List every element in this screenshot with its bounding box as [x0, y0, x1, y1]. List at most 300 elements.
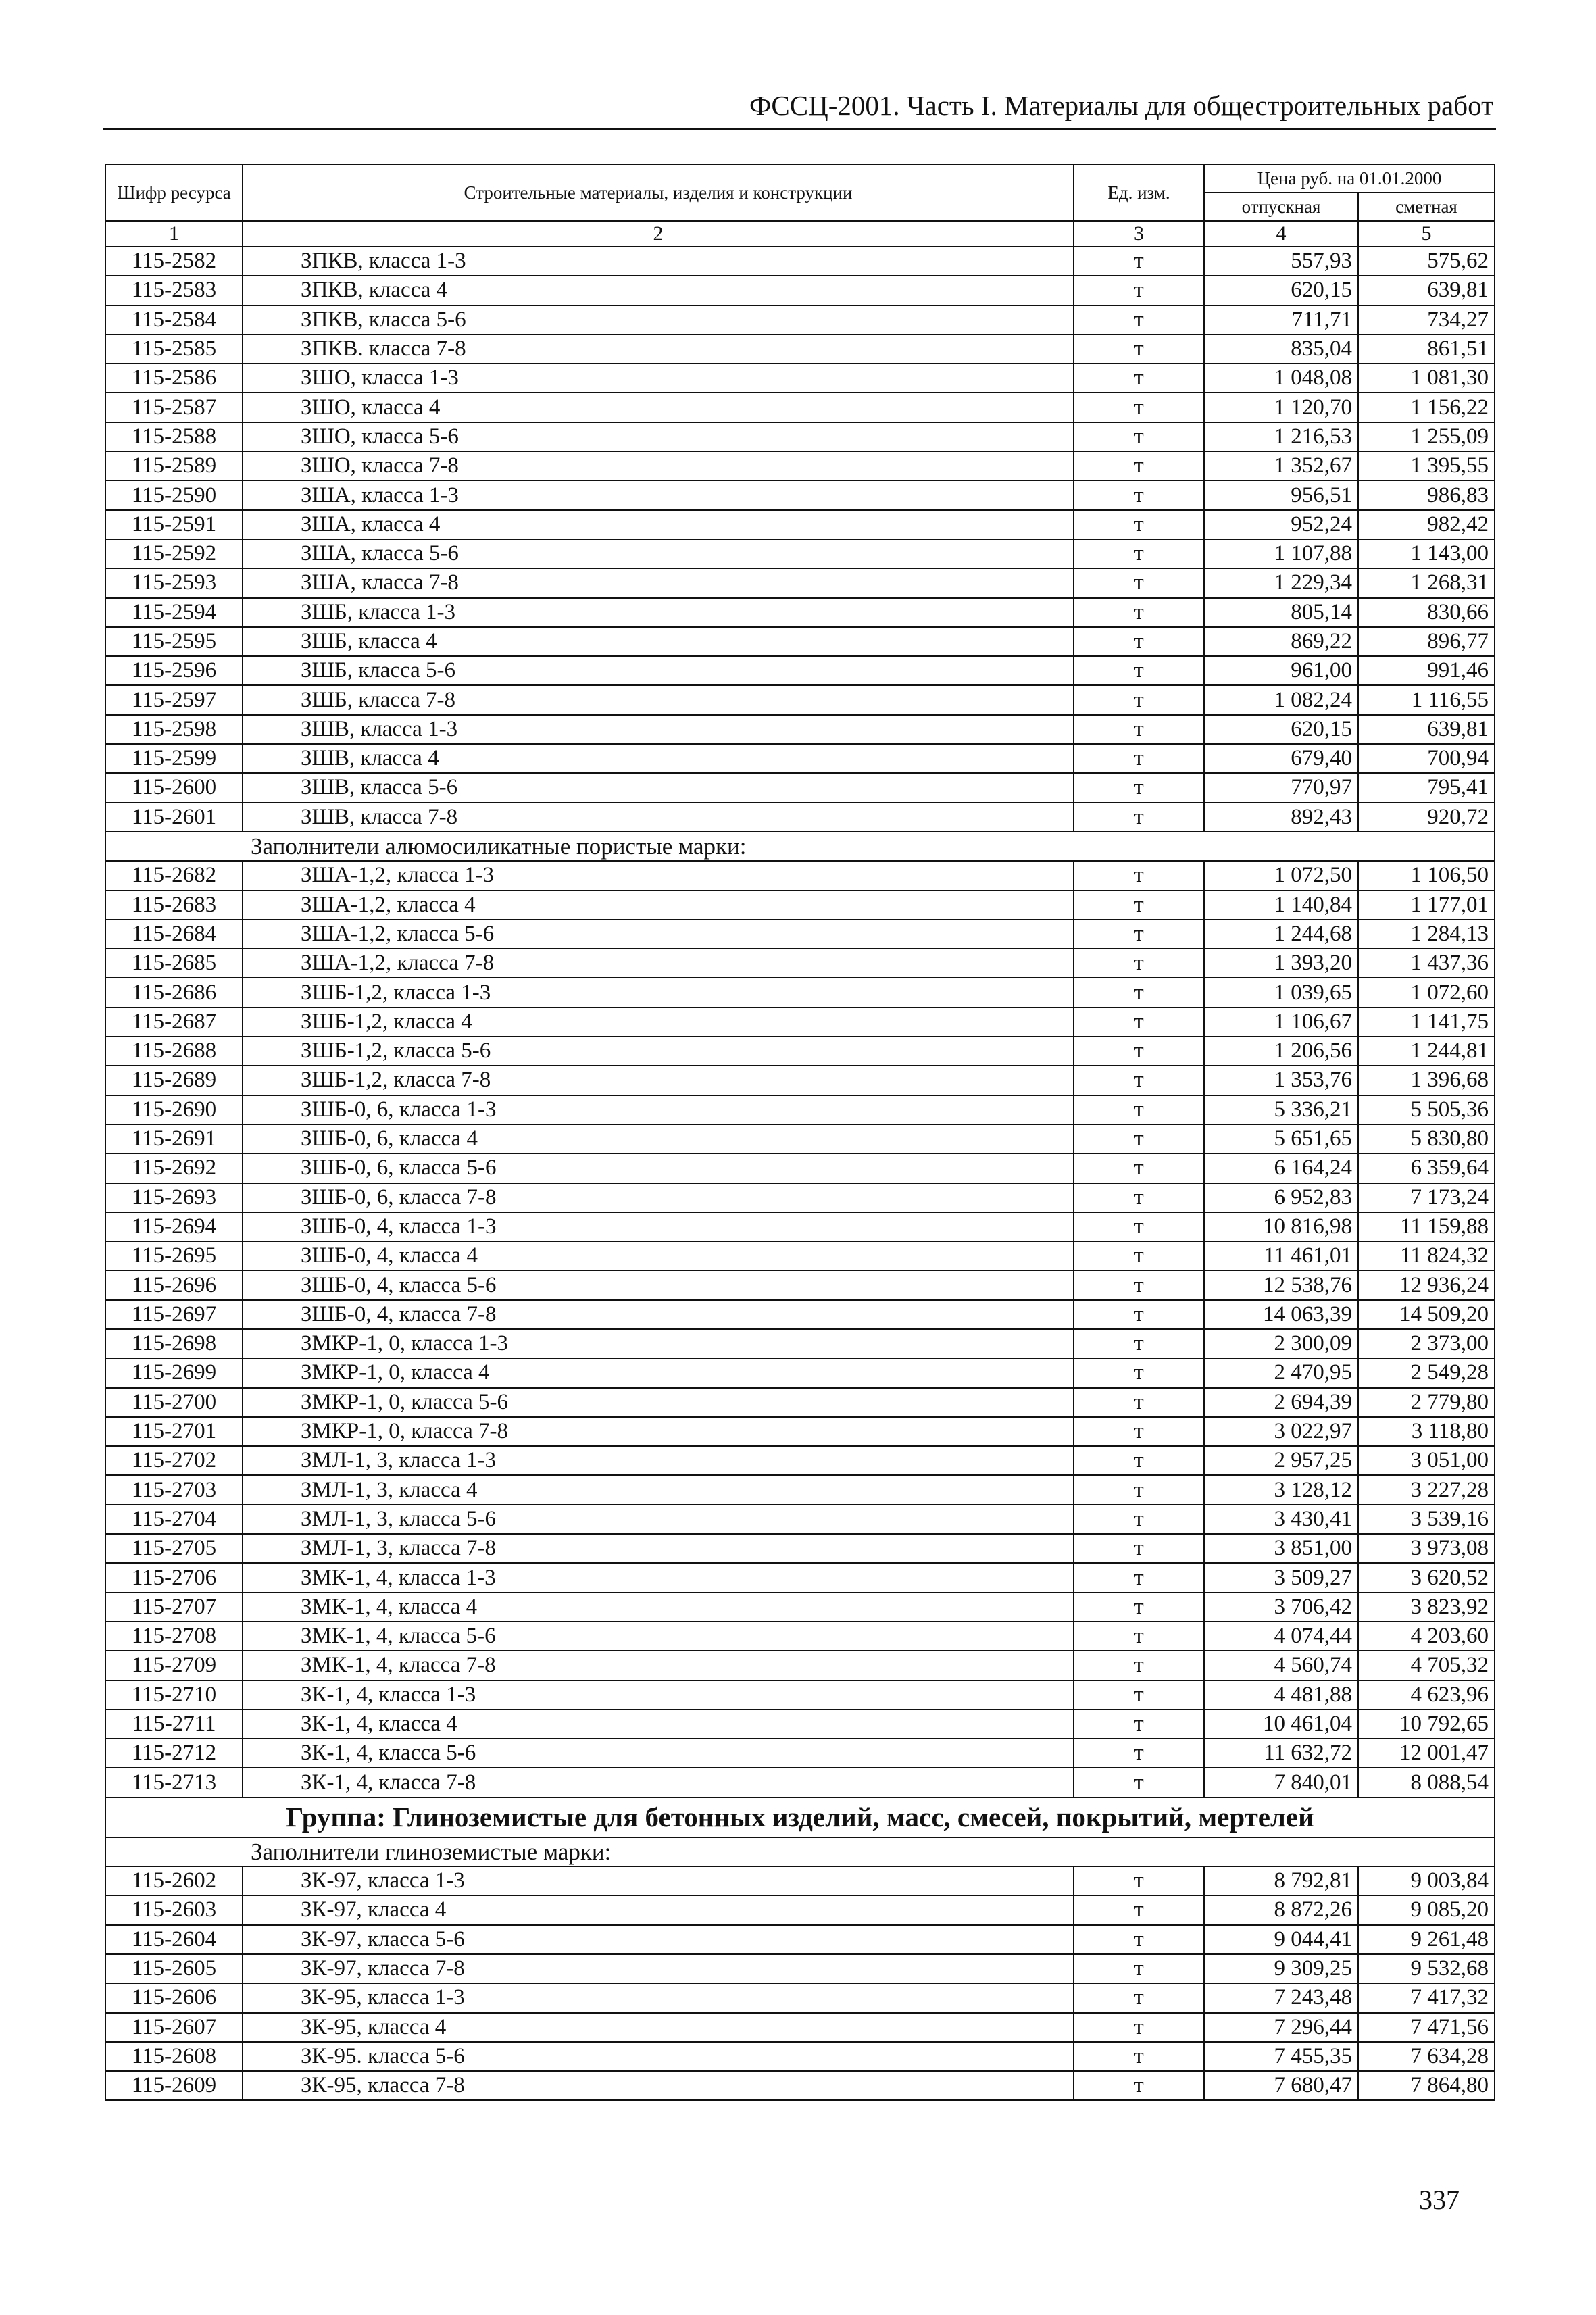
- resource-code: 115-2594: [105, 598, 243, 627]
- material-name: ЗМК-1, 4, класса 7-8: [243, 1651, 1074, 1680]
- release-price: 835,04: [1204, 334, 1358, 364]
- unit-of-measure: т: [1074, 1095, 1204, 1124]
- unit-of-measure: т: [1074, 2042, 1204, 2071]
- material-name: ЗК-1, 4, класса 1-3: [243, 1681, 1074, 1710]
- resource-code: 115-2688: [105, 1037, 243, 1066]
- table-row: [105, 1710, 1495, 1739]
- unit-of-measure: т: [1074, 451, 1204, 480]
- resource-code: 115-2604: [105, 1925, 243, 1954]
- unit-of-measure: т: [1074, 393, 1204, 422]
- unit-of-measure: т: [1074, 1622, 1204, 1651]
- unit-of-measure: т: [1074, 1037, 1204, 1066]
- material-name: ЗШО, класса 1-3: [243, 364, 1074, 393]
- resource-code: 115-2687: [105, 1007, 243, 1037]
- release-price: 620,15: [1204, 276, 1358, 305]
- material-name: ЗШО, класса 4: [243, 393, 1074, 422]
- table-row: [105, 480, 1495, 509]
- estimate-price: 5 505,36: [1358, 1095, 1495, 1124]
- material-name: ЗША-1,2, класса 5-6: [243, 920, 1074, 949]
- material-name: ЗШВ, класса 7-8: [243, 803, 1074, 832]
- table-row: [105, 920, 1495, 949]
- material-name: ЗША, класса 4: [243, 510, 1074, 539]
- unit-of-measure: т: [1074, 334, 1204, 364]
- material-name: ЗШБ-1,2, класса 4: [243, 1007, 1074, 1037]
- estimate-price: 9 261,48: [1358, 1925, 1495, 1954]
- unit-of-measure: т: [1074, 861, 1204, 890]
- table-row: [105, 1681, 1495, 1710]
- estimate-price: 7 417,32: [1358, 1983, 1495, 2012]
- release-price: 6 164,24: [1204, 1153, 1358, 1183]
- material-name: ЗПКВ. класса 7-8: [243, 334, 1074, 364]
- release-price: 7 296,44: [1204, 2013, 1358, 2042]
- estimate-price: 861,51: [1358, 334, 1495, 364]
- material-name: ЗМКР-1, 0, класса 1-3: [243, 1329, 1074, 1358]
- unit-of-measure: т: [1074, 1768, 1204, 1797]
- material-name: ЗШБ-1,2, класса 5-6: [243, 1037, 1074, 1066]
- material-name: ЗШБ-0, 4, класса 5-6: [243, 1270, 1074, 1299]
- table-row: [105, 393, 1495, 422]
- resource-code: 115-2705: [105, 1534, 243, 1563]
- release-price: 1 082,24: [1204, 685, 1358, 714]
- resource-code: 115-2711: [105, 1710, 243, 1739]
- resource-code: 115-2682: [105, 861, 243, 890]
- resource-code: 115-2587: [105, 393, 243, 422]
- estimate-price: 1 395,55: [1358, 451, 1495, 480]
- material-name: ЗШБ-0, 6, класса 5-6: [243, 1153, 1074, 1183]
- table-row: [105, 598, 1495, 627]
- release-price: 7 840,01: [1204, 1768, 1358, 1797]
- price-table: [105, 164, 1495, 2101]
- table-row: [105, 949, 1495, 978]
- release-price: 1 107,88: [1204, 539, 1358, 568]
- release-price: 5 651,65: [1204, 1124, 1358, 1153]
- table-row: [105, 1007, 1495, 1037]
- resource-code: 115-2602: [105, 1866, 243, 1895]
- material-name: ЗПКВ, класса 5-6: [243, 305, 1074, 334]
- table-row: [105, 978, 1495, 1007]
- release-price: 3 430,41: [1204, 1505, 1358, 1534]
- resource-code: 115-2696: [105, 1270, 243, 1299]
- resource-code: 115-2683: [105, 891, 243, 920]
- release-price: 12 538,76: [1204, 1270, 1358, 1299]
- unit-of-measure: т: [1074, 2071, 1204, 2100]
- col-number: 2: [243, 221, 1074, 247]
- estimate-price: 7 471,56: [1358, 2013, 1495, 2042]
- resource-code: 115-2598: [105, 715, 243, 744]
- material-name: ЗМК-1, 4, класса 5-6: [243, 1622, 1074, 1651]
- unit-of-measure: т: [1074, 1681, 1204, 1710]
- release-price: 3 706,42: [1204, 1593, 1358, 1622]
- release-price: 1 140,84: [1204, 891, 1358, 920]
- resource-code: 115-2684: [105, 920, 243, 949]
- resource-code: 115-2701: [105, 1417, 243, 1446]
- table-row: [105, 510, 1495, 539]
- table-body: [105, 247, 1495, 2100]
- resource-code: 115-2691: [105, 1124, 243, 1153]
- release-price: 1 352,67: [1204, 451, 1358, 480]
- estimate-price: 575,62: [1358, 247, 1495, 276]
- page-number: 337: [1419, 2185, 1460, 2215]
- table-row: [105, 305, 1495, 334]
- material-name: ЗШБ-0, 4, класса 7-8: [243, 1300, 1074, 1329]
- estimate-price: 12 936,24: [1358, 1270, 1495, 1299]
- resource-code: 115-2601: [105, 803, 243, 832]
- unit-of-measure: т: [1074, 598, 1204, 627]
- table-row: [105, 1925, 1495, 1954]
- release-price: 9 309,25: [1204, 1954, 1358, 1983]
- material-name: ЗМЛ-1, 3, класса 1-3: [243, 1446, 1074, 1475]
- resource-code: 115-2703: [105, 1475, 243, 1504]
- col-name-header: Строительные материалы, изделия и конструкции: [243, 164, 1074, 221]
- resource-code: 115-2591: [105, 510, 243, 539]
- resource-code: 115-2686: [105, 978, 243, 1007]
- resource-code: 115-2695: [105, 1241, 243, 1270]
- table-row: [105, 2071, 1495, 2100]
- estimate-price: 3 823,92: [1358, 1593, 1495, 1622]
- estimate-price: 1 244,81: [1358, 1037, 1495, 1066]
- release-price: 5 336,21: [1204, 1095, 1358, 1124]
- resource-code: 115-2710: [105, 1681, 243, 1710]
- unit-of-measure: т: [1074, 1925, 1204, 1954]
- unit-of-measure: т: [1074, 803, 1204, 832]
- release-price: 4 560,74: [1204, 1651, 1358, 1680]
- release-price: 7 243,48: [1204, 1983, 1358, 2012]
- table-row: [105, 1153, 1495, 1183]
- material-name: ЗША, класса 5-6: [243, 539, 1074, 568]
- unit-of-measure: т: [1074, 510, 1204, 539]
- unit-of-measure: т: [1074, 247, 1204, 276]
- release-price: 805,14: [1204, 598, 1358, 627]
- unit-of-measure: т: [1074, 1475, 1204, 1504]
- table-row: [105, 276, 1495, 305]
- unit-of-measure: т: [1074, 773, 1204, 802]
- table-row: [105, 1954, 1495, 1983]
- unit-of-measure: т: [1074, 1212, 1204, 1241]
- unit-of-measure: т: [1074, 920, 1204, 949]
- table-row: [105, 1534, 1495, 1563]
- table-row: [105, 1095, 1495, 1124]
- unit-of-measure: т: [1074, 1563, 1204, 1592]
- table-row: [105, 861, 1495, 890]
- release-price: 956,51: [1204, 480, 1358, 509]
- estimate-price: 3 539,16: [1358, 1505, 1495, 1534]
- material-name: ЗШВ, класса 1-3: [243, 715, 1074, 744]
- unit-of-measure: т: [1074, 1153, 1204, 1183]
- section-heading: Заполнители глиноземистые марки:: [105, 1837, 1495, 1866]
- unit-of-measure: т: [1074, 715, 1204, 744]
- unit-of-measure: т: [1074, 305, 1204, 334]
- resource-code: 115-2584: [105, 305, 243, 334]
- release-price: 7 680,47: [1204, 2071, 1358, 2100]
- material-name: ЗК-97, класса 7-8: [243, 1954, 1074, 1983]
- resource-code: 115-2693: [105, 1183, 243, 1212]
- table-row: [105, 773, 1495, 802]
- material-name: ЗМКР-1, 0, класса 4: [243, 1358, 1074, 1387]
- resource-code: 115-2592: [105, 539, 243, 568]
- resource-code: 115-2685: [105, 949, 243, 978]
- resource-code: 115-2706: [105, 1563, 243, 1592]
- release-price: 2 694,39: [1204, 1388, 1358, 1417]
- estimate-price: 3 620,52: [1358, 1563, 1495, 1592]
- resource-code: 115-2583: [105, 276, 243, 305]
- table-row: [105, 1241, 1495, 1270]
- unit-of-measure: т: [1074, 1124, 1204, 1153]
- release-price: 557,93: [1204, 247, 1358, 276]
- table-row: [105, 803, 1495, 832]
- unit-of-measure: т: [1074, 364, 1204, 393]
- unit-of-measure: т: [1074, 1007, 1204, 1037]
- resource-code: 115-2697: [105, 1300, 243, 1329]
- table-row: [105, 364, 1495, 393]
- resource-code: 115-2582: [105, 247, 243, 276]
- table-row: [105, 1066, 1495, 1095]
- resource-code: 115-2605: [105, 1954, 243, 1983]
- release-price: 11 632,72: [1204, 1739, 1358, 1768]
- table-row: [105, 1358, 1495, 1387]
- resource-code: 115-2702: [105, 1446, 243, 1475]
- estimate-price: 4 203,60: [1358, 1622, 1495, 1651]
- material-name: ЗША, класса 7-8: [243, 568, 1074, 597]
- col-release-header: отпускная: [1204, 193, 1358, 221]
- material-name: ЗМЛ-1, 3, класса 7-8: [243, 1534, 1074, 1563]
- material-name: ЗМКР-1, 0, класса 7-8: [243, 1417, 1074, 1446]
- estimate-price: 7 173,24: [1358, 1183, 1495, 1212]
- unit-of-measure: т: [1074, 685, 1204, 714]
- unit-of-measure: т: [1074, 1300, 1204, 1329]
- estimate-price: 920,72: [1358, 803, 1495, 832]
- unit-of-measure: т: [1074, 1505, 1204, 1534]
- material-name: ЗПКВ, класса 1-3: [243, 247, 1074, 276]
- unit-of-measure: т: [1074, 539, 1204, 568]
- estimate-price: 830,66: [1358, 598, 1495, 627]
- resource-code: 115-2589: [105, 451, 243, 480]
- release-price: 3 509,27: [1204, 1563, 1358, 1592]
- table-row: [105, 744, 1495, 773]
- unit-of-measure: т: [1074, 422, 1204, 451]
- unit-of-measure: т: [1074, 891, 1204, 920]
- table-row: [105, 1563, 1495, 1592]
- resource-code: 115-2694: [105, 1212, 243, 1241]
- release-price: 770,97: [1204, 773, 1358, 802]
- estimate-price: 9 085,20: [1358, 1895, 1495, 1924]
- release-price: 3 851,00: [1204, 1534, 1358, 1563]
- estimate-price: 6 359,64: [1358, 1153, 1495, 1183]
- unit-of-measure: т: [1074, 656, 1204, 685]
- col-price-header: Цена руб. на 01.01.2000: [1204, 164, 1495, 193]
- material-name: ЗК-97, класса 1-3: [243, 1866, 1074, 1895]
- material-name: ЗША-1,2, класса 4: [243, 891, 1074, 920]
- resource-code: 115-2599: [105, 744, 243, 773]
- table-row: [105, 2013, 1495, 2042]
- table-row: [105, 539, 1495, 568]
- material-name: ЗМЛ-1, 3, класса 5-6: [243, 1505, 1074, 1534]
- resource-code: 115-2708: [105, 1622, 243, 1651]
- table-row: [105, 1505, 1495, 1534]
- material-name: ЗПКВ, класса 4: [243, 276, 1074, 305]
- resource-code: 115-2713: [105, 1768, 243, 1797]
- release-price: 3 022,97: [1204, 1417, 1358, 1446]
- estimate-price: 1 116,55: [1358, 685, 1495, 714]
- estimate-price: 7 864,80: [1358, 2071, 1495, 2100]
- material-name: ЗШВ, класса 4: [243, 744, 1074, 773]
- release-price: 869,22: [1204, 627, 1358, 656]
- unit-of-measure: т: [1074, 276, 1204, 305]
- estimate-price: 1 143,00: [1358, 539, 1495, 568]
- release-price: 1 216,53: [1204, 422, 1358, 451]
- release-price: 3 128,12: [1204, 1475, 1358, 1504]
- estimate-price: 4 705,32: [1358, 1651, 1495, 1680]
- table-row: [105, 627, 1495, 656]
- resource-code: 115-2712: [105, 1739, 243, 1768]
- resource-code: 115-2603: [105, 1895, 243, 1924]
- unit-of-measure: т: [1074, 1593, 1204, 1622]
- material-name: ЗШБ, класса 7-8: [243, 685, 1074, 714]
- resource-code: 115-2585: [105, 334, 243, 364]
- resource-code: 115-2704: [105, 1505, 243, 1534]
- material-name: ЗШБ, класса 4: [243, 627, 1074, 656]
- estimate-price: 1 072,60: [1358, 978, 1495, 1007]
- estimate-price: 639,81: [1358, 715, 1495, 744]
- material-name: ЗК-1, 4, класса 4: [243, 1710, 1074, 1739]
- release-price: 11 461,01: [1204, 1241, 1358, 1270]
- estimate-price: 9 532,68: [1358, 1954, 1495, 1983]
- unit-of-measure: т: [1074, 1866, 1204, 1895]
- unit-of-measure: т: [1074, 1651, 1204, 1680]
- column-number-row: [105, 221, 1495, 247]
- estimate-price: 1 255,09: [1358, 422, 1495, 451]
- estimate-price: 8 088,54: [1358, 1768, 1495, 1797]
- table-row: [105, 1475, 1495, 1504]
- table-row: [105, 1270, 1495, 1299]
- release-price: 10 816,98: [1204, 1212, 1358, 1241]
- estimate-price: 1 396,68: [1358, 1066, 1495, 1095]
- estimate-price: 2 779,80: [1358, 1388, 1495, 1417]
- estimate-price: 700,94: [1358, 744, 1495, 773]
- release-price: 1 206,56: [1204, 1037, 1358, 1066]
- material-name: ЗК-95, класса 1-3: [243, 1983, 1074, 2012]
- material-name: ЗШБ-0, 6, класса 7-8: [243, 1183, 1074, 1212]
- material-name: ЗК-1, 4, класса 7-8: [243, 1768, 1074, 1797]
- table-row: [105, 1622, 1495, 1651]
- material-name: ЗШБ-0, 6, класса 1-3: [243, 1095, 1074, 1124]
- group-heading-row: [105, 1797, 1495, 1837]
- unit-of-measure: т: [1074, 1066, 1204, 1095]
- estimate-price: 982,42: [1358, 510, 1495, 539]
- release-price: 1 106,67: [1204, 1007, 1358, 1037]
- table-header-row: [105, 164, 1495, 193]
- release-price: 7 455,35: [1204, 2042, 1358, 2071]
- unit-of-measure: т: [1074, 480, 1204, 509]
- release-price: 4 481,88: [1204, 1681, 1358, 1710]
- table-row: [105, 1300, 1495, 1329]
- col-number: 3: [1074, 221, 1204, 247]
- release-price: 1 048,08: [1204, 364, 1358, 393]
- resource-code: 115-2692: [105, 1153, 243, 1183]
- release-price: 1 244,68: [1204, 920, 1358, 949]
- estimate-price: 3 227,28: [1358, 1475, 1495, 1504]
- estimate-price: 10 792,65: [1358, 1710, 1495, 1739]
- material-name: ЗК-95, класса 7-8: [243, 2071, 1074, 2100]
- col-estimate-header: сметная: [1358, 193, 1495, 221]
- unit-of-measure: т: [1074, 1983, 1204, 2012]
- table-row: [105, 1388, 1495, 1417]
- running-header: ФССЦ-2001. Часть I. Материалы для общестроительных работ: [749, 90, 1493, 121]
- resource-code: 115-2699: [105, 1358, 243, 1387]
- estimate-price: 986,83: [1358, 480, 1495, 509]
- resource-code: 115-2709: [105, 1651, 243, 1680]
- unit-of-measure: т: [1074, 1241, 1204, 1270]
- resource-code: 115-2593: [105, 568, 243, 597]
- release-price: 14 063,39: [1204, 1300, 1358, 1329]
- material-name: ЗМК-1, 4, класса 4: [243, 1593, 1074, 1622]
- unit-of-measure: т: [1074, 1329, 1204, 1358]
- material-name: ЗШБ-0, 6, класса 4: [243, 1124, 1074, 1153]
- estimate-price: 3 118,80: [1358, 1417, 1495, 1446]
- table-row: [105, 1651, 1495, 1680]
- estimate-price: 4 623,96: [1358, 1681, 1495, 1710]
- release-price: 8 872,26: [1204, 1895, 1358, 1924]
- resource-code: 115-2590: [105, 480, 243, 509]
- resource-code: 115-2595: [105, 627, 243, 656]
- unit-of-measure: т: [1074, 1534, 1204, 1563]
- release-price: 8 792,81: [1204, 1866, 1358, 1895]
- table-row: [105, 568, 1495, 597]
- release-price: 10 461,04: [1204, 1710, 1358, 1739]
- release-price: 1 072,50: [1204, 861, 1358, 890]
- estimate-price: 2 549,28: [1358, 1358, 1495, 1387]
- material-name: ЗШО, класса 5-6: [243, 422, 1074, 451]
- section-heading-row: [105, 1837, 1495, 1866]
- resource-code: 115-2608: [105, 2042, 243, 2071]
- resource-code: 115-2707: [105, 1593, 243, 1622]
- unit-of-measure: т: [1074, 978, 1204, 1007]
- col-number: 4: [1204, 221, 1358, 247]
- resource-code: 115-2606: [105, 1983, 243, 2012]
- section-heading-row: [105, 832, 1495, 861]
- resource-code: 115-2588: [105, 422, 243, 451]
- table-row: [105, 451, 1495, 480]
- material-name: ЗК-97, класса 4: [243, 1895, 1074, 1924]
- unit-of-measure: т: [1074, 1270, 1204, 1299]
- table-row: [105, 2042, 1495, 2071]
- unit-of-measure: т: [1074, 1183, 1204, 1212]
- estimate-price: 991,46: [1358, 656, 1495, 685]
- unit-of-measure: т: [1074, 1954, 1204, 1983]
- release-price: 1 353,76: [1204, 1066, 1358, 1095]
- table-row: [105, 422, 1495, 451]
- material-name: ЗШБ-1,2, класса 1-3: [243, 978, 1074, 1007]
- estimate-price: 5 830,80: [1358, 1124, 1495, 1153]
- estimate-price: 639,81: [1358, 276, 1495, 305]
- table-row: [105, 685, 1495, 714]
- estimate-price: 11 159,88: [1358, 1212, 1495, 1241]
- release-price: 4 074,44: [1204, 1622, 1358, 1651]
- unit-of-measure: т: [1074, 1446, 1204, 1475]
- material-name: ЗШО, класса 7-8: [243, 451, 1074, 480]
- table-row: [105, 334, 1495, 364]
- estimate-price: 3 051,00: [1358, 1446, 1495, 1475]
- release-price: 2 470,95: [1204, 1358, 1358, 1387]
- resource-code: 115-2597: [105, 685, 243, 714]
- release-price: 620,15: [1204, 715, 1358, 744]
- table-row: [105, 1866, 1495, 1895]
- estimate-price: 896,77: [1358, 627, 1495, 656]
- estimate-price: 1 284,13: [1358, 920, 1495, 949]
- col-number: 1: [105, 221, 243, 247]
- material-name: ЗМКР-1, 0, класса 5-6: [243, 1388, 1074, 1417]
- resource-code: 115-2586: [105, 364, 243, 393]
- estimate-price: 12 001,47: [1358, 1739, 1495, 1768]
